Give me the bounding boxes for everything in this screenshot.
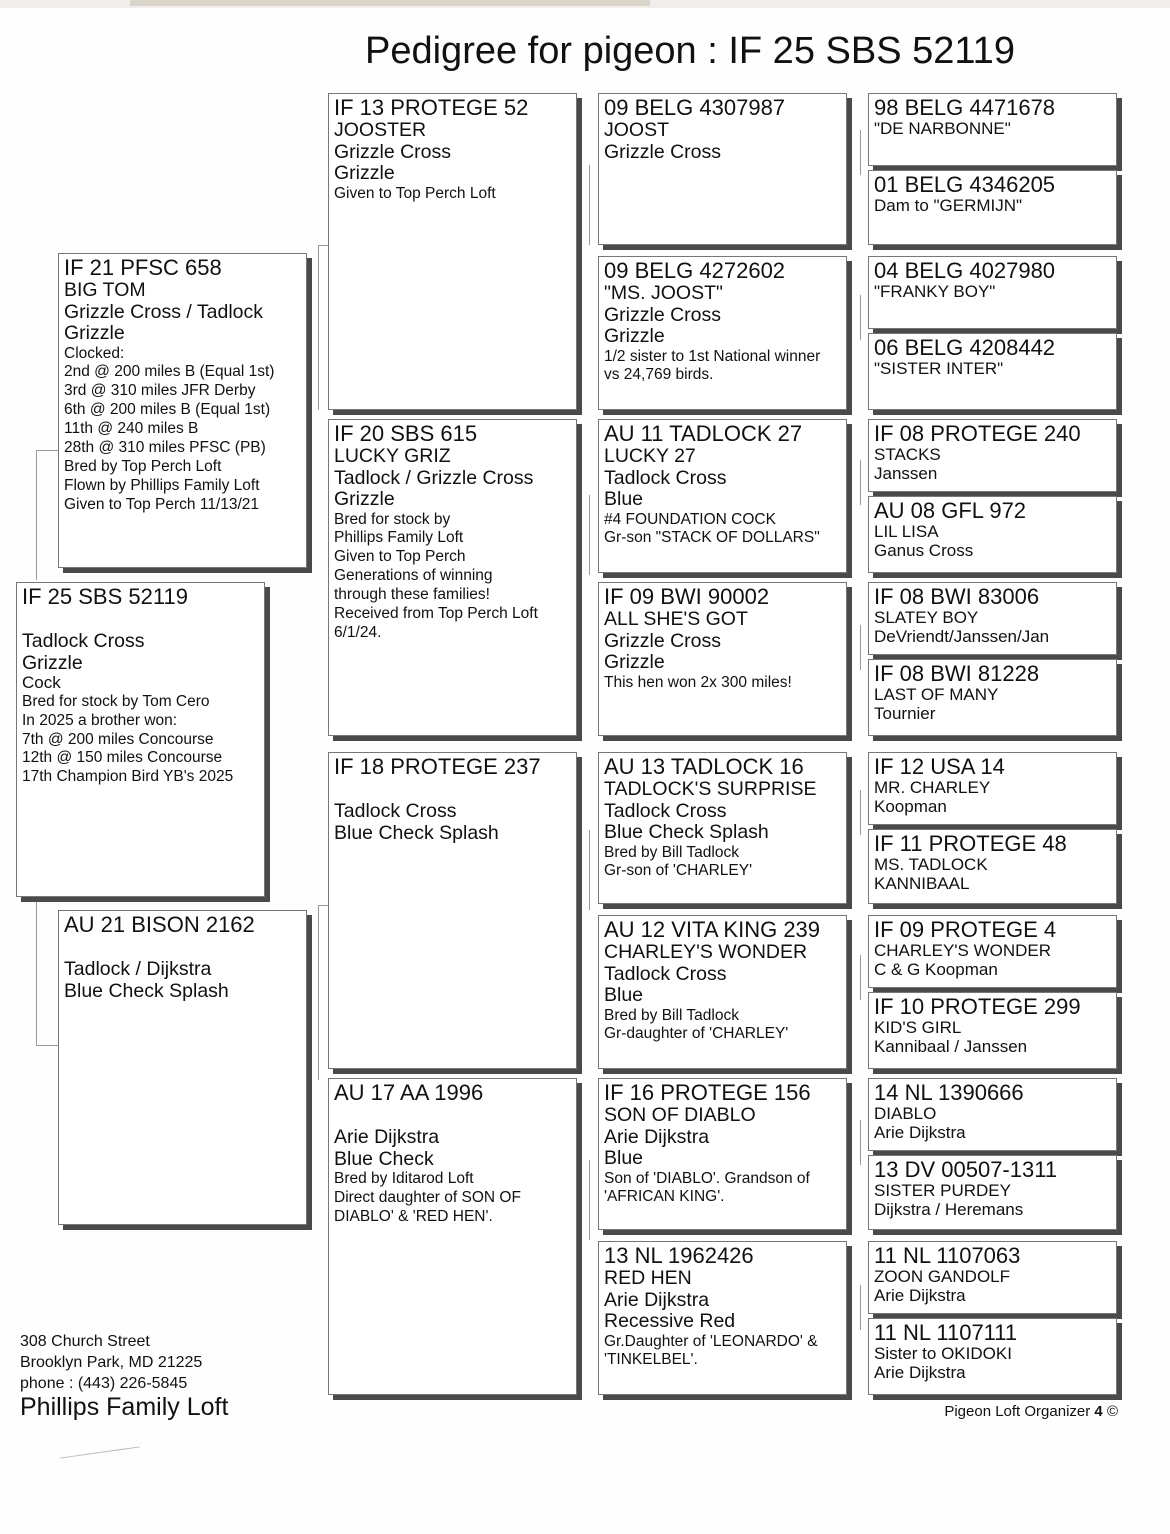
sire-band: IF 21 PFSC 658 <box>64 255 222 280</box>
line2: LIL LISA <box>874 522 939 542</box>
band: 11 NL 1107111 <box>874 1320 1018 1345</box>
band: IF 09 PROTEGE 4 <box>874 917 1057 942</box>
band: AU 11 TADLOCK 27 <box>604 421 803 446</box>
band: 13 NL 1962426 <box>604 1243 754 1268</box>
grandparent-card <box>328 1078 577 1395</box>
copyright-icon: © <box>1106 1403 1118 1420</box>
sire-color: Grizzle <box>64 322 125 345</box>
name <box>334 779 571 801</box>
notes: This hen won 2x 300 miles! <box>604 673 792 691</box>
line3: Arie Dijkstra <box>874 1362 966 1382</box>
family: Tadlock Cross <box>604 962 727 985</box>
gen4-card <box>868 992 1117 1069</box>
color: Grizzle <box>604 325 665 348</box>
gen4-card <box>868 1155 1117 1230</box>
line2: "DE NARBONNE" <box>874 119 1011 139</box>
notes: 1/2 sister to 1st National winner vs 24,769 birds. <box>604 347 821 384</box>
connector-line <box>318 245 319 410</box>
family: Tadlock Cross <box>604 466 727 489</box>
great-grandparent-card <box>598 915 847 1069</box>
family: Tadlock Cross <box>604 799 727 822</box>
page-title: Pedigree for pigeon : IF 25 SBS 52119 <box>365 30 1015 72</box>
line3: C & G Koopman <box>874 959 998 979</box>
gen4-card <box>868 915 1117 988</box>
subject-color: Grizzle <box>22 651 83 674</box>
band: 98 BELG 4471678 <box>874 95 1056 120</box>
band: AU 17 AA 1996 <box>334 1080 484 1105</box>
line3: Janssen <box>874 463 938 483</box>
notes: Son of 'DIABLO'. Grandson of 'AFRICAN KING'. <box>604 1169 810 1206</box>
family: Grizzle Cross <box>604 140 722 163</box>
name: ALL SHE'S GOT <box>604 608 748 631</box>
notes: Given to Top Perch Loft <box>334 184 496 202</box>
family: Arie Dijkstra <box>604 1125 710 1148</box>
color: Grizzle <box>334 162 395 185</box>
band: AU 08 GFL 972 <box>874 498 1027 523</box>
name: LUCKY 27 <box>604 445 696 468</box>
band: IF 18 PROTEGE 237 <box>334 754 541 779</box>
band: IF 12 USA 14 <box>874 754 1005 779</box>
line2: CHARLEY'S WONDER <box>874 941 1052 961</box>
color: Blue <box>604 488 644 511</box>
name: JOOSTER <box>334 119 427 142</box>
line2: LAST OF MANY <box>874 685 999 705</box>
connector-line <box>318 245 328 246</box>
notes: #4 FOUNDATION COCK Gr-son "STACK OF DOLLARS" <box>604 510 820 547</box>
gen4-card <box>868 1241 1117 1314</box>
line2: DIABLO <box>874 1104 937 1124</box>
connector-line <box>589 495 590 575</box>
dam-band: AU 21 BISON 2162 <box>64 912 255 937</box>
line2: ZOON GANDOLF <box>874 1267 1011 1287</box>
name: JOOST <box>604 119 670 142</box>
great-grandparent-card <box>598 1241 847 1395</box>
subject-name <box>22 609 259 631</box>
sire-notes: Clocked: 2nd @ 200 miles B (Equal 1st) 3rd @ 310 miles JFR Derby 6th @ 200 miles B (Equal 1st) 11th @ 240 miles B 28th @ 310 miles PFSC (PB) Bred by Top Perch Loft Flown by Phillips Family Loft Given to Top Perch 11/13/21 <box>64 344 275 513</box>
name: LUCKY GRIZ <box>334 445 451 468</box>
connector-line <box>860 295 861 340</box>
name: TADLOCK'S SURPRISE <box>604 778 817 801</box>
connector-line <box>860 1285 861 1330</box>
color: Blue <box>604 1147 644 1170</box>
gen4-card <box>868 93 1117 166</box>
line3: Kannibaal / Janssen <box>874 1036 1028 1056</box>
band: IF 08 BWI 81228 <box>874 661 1040 686</box>
family: Grizzle Cross <box>604 303 722 326</box>
name: SON OF DIABLO <box>604 1104 756 1127</box>
sire-card <box>58 253 307 568</box>
footer-credit <box>944 1403 1118 1420</box>
address-street: 308 Church Street <box>20 1333 150 1350</box>
sire-name: BIG TOM <box>64 279 146 302</box>
connector-line <box>36 1045 60 1046</box>
color: Grizzle <box>604 651 665 674</box>
gen4-card <box>868 170 1117 245</box>
line3: Koopman <box>874 796 947 816</box>
great-grandparent-card <box>598 582 847 736</box>
scan-artifact <box>130 0 650 6</box>
grandparent-card <box>328 419 577 736</box>
line2: KID'S GIRL <box>874 1018 962 1038</box>
grandparent-card <box>328 93 577 410</box>
connector-line <box>318 905 319 1080</box>
line2: SISTER PURDEY <box>874 1181 1011 1201</box>
family: Grizzle Cross <box>604 629 722 652</box>
notes: Bred by Bill Tadlock Gr-daughter of 'CHARLEY' <box>604 1006 789 1043</box>
connector-line <box>589 1160 590 1240</box>
loft-name: Phillips Family Loft <box>20 1393 229 1421</box>
line2: "FRANKY BOY" <box>874 282 996 302</box>
connector-line <box>860 790 861 835</box>
connector-line <box>860 1120 861 1165</box>
family: Arie Dijkstra <box>604 1288 710 1311</box>
sire-family: Grizzle Cross / Tadlock <box>64 300 264 323</box>
notes: Bred by Bill Tadlock Gr-son of 'CHARLEY' <box>604 843 753 880</box>
line2: Dam to "GERMIJN" <box>874 196 1023 216</box>
name: RED HEN <box>604 1267 692 1290</box>
color: Blue <box>604 984 644 1007</box>
gen4-card <box>868 419 1117 492</box>
gen4-card <box>868 829 1117 904</box>
dam-name <box>64 937 301 959</box>
band: IF 13 PROTEGE 52 <box>334 95 529 120</box>
color: Grizzle <box>334 488 395 511</box>
band: 14 NL 1390666 <box>874 1080 1024 1105</box>
great-grandparent-card <box>598 419 847 573</box>
connector-line <box>860 460 861 505</box>
band: IF 08 BWI 83006 <box>874 584 1040 609</box>
gen4-card <box>868 1318 1117 1395</box>
connector-line <box>860 625 861 670</box>
gen4-card <box>868 752 1117 825</box>
dam-family: Tadlock / Dijkstra <box>64 958 212 981</box>
great-grandparent-card <box>598 93 847 245</box>
band: IF 10 PROTEGE 299 <box>874 994 1081 1019</box>
band: IF 16 PROTEGE 156 <box>604 1080 811 1105</box>
connector-line <box>589 830 590 910</box>
footer-app: Pigeon Loft Organizer <box>944 1403 1091 1420</box>
family: Tadlock / Grizzle Cross <box>334 466 534 489</box>
name <box>334 1105 571 1127</box>
line2: Sister to OKIDOKI <box>874 1344 1012 1364</box>
loft-address <box>20 1331 202 1394</box>
family: Arie Dijkstra <box>334 1126 440 1149</box>
connector-line <box>36 900 37 1045</box>
line2: MR. CHARLEY <box>874 778 991 798</box>
color: Blue Check Splash <box>334 821 499 844</box>
line2: SLATEY BOY <box>874 608 979 628</box>
family: Grizzle Cross <box>334 140 452 163</box>
notes: Bred for stock by Phillips Family Loft Given to Top Perch Generations of winning through these families! Received from Top Perch Loft 6/1/24. <box>334 510 538 641</box>
band: IF 11 PROTEGE 48 <box>874 831 1067 856</box>
band: 04 BELG 4027980 <box>874 258 1056 283</box>
name: CHARLEY'S WONDER <box>604 941 808 964</box>
color: Blue Check <box>334 1147 434 1170</box>
band: AU 13 TADLOCK 16 <box>604 754 804 779</box>
connector-line <box>589 165 590 245</box>
great-grandparent-card <box>598 1078 847 1230</box>
great-grandparent-card <box>598 256 847 410</box>
connector-line <box>36 450 60 451</box>
connector-line <box>318 905 328 906</box>
color: Recessive Red <box>604 1310 736 1333</box>
family: Tadlock Cross <box>334 800 457 823</box>
gen4-card <box>868 256 1117 329</box>
subject-notes: Bred for stock by Tom Cero In 2025 a brother won: 7th @ 200 miles Concourse 12th @ 150 miles Concourse 17th Champion Bird YB's 2025 <box>22 692 234 786</box>
gen4-card <box>868 496 1117 573</box>
band: 11 NL 1107063 <box>874 1243 1021 1268</box>
pen-mark <box>60 1446 139 1458</box>
line3: Ganus Cross <box>874 540 974 560</box>
address-city: Brooklyn Park, MD 21225 <box>20 1354 203 1371</box>
band: 09 BELG 4307987 <box>604 95 786 120</box>
connector-line <box>860 130 861 175</box>
dam-color: Blue Check Splash <box>64 979 229 1002</box>
band: IF 09 BWI 90002 <box>604 584 770 609</box>
great-grandparent-card <box>598 752 847 904</box>
line2: "SISTER INTER" <box>874 359 1004 379</box>
gen4-card <box>868 659 1117 736</box>
subject-card <box>16 582 265 897</box>
notes: Bred by Iditarod Loft Direct daughter of SON OF DIABLO' & 'RED HEN'. <box>334 1170 521 1225</box>
color: Blue Check Splash <box>604 821 769 844</box>
footer-version: 4 <box>1094 1403 1103 1420</box>
band: IF 20 SBS 615 <box>334 421 478 446</box>
band: 01 BELG 4346205 <box>874 172 1056 197</box>
dam-card <box>58 910 307 1225</box>
connector-line <box>36 450 37 580</box>
gen4-card <box>868 333 1117 410</box>
line3: Tournier <box>874 703 936 723</box>
band: AU 12 VITA KING 239 <box>604 917 821 942</box>
line3: KANNIBAAL <box>874 873 970 893</box>
line3: Arie Dijkstra <box>874 1285 966 1305</box>
connector-line <box>860 955 861 1000</box>
name: "MS. JOOST" <box>604 282 723 305</box>
band: 06 BELG 4208442 <box>874 335 1056 360</box>
band: 13 DV 00507-1311 <box>874 1157 1058 1182</box>
subject-band: IF 25 SBS 52119 <box>22 584 188 609</box>
line3: Dijkstra / Heremans <box>874 1199 1024 1219</box>
band: 09 BELG 4272602 <box>604 258 786 283</box>
subject-sex: Cock <box>22 673 61 693</box>
line2: MS. TADLOCK <box>874 855 988 875</box>
gen4-card <box>868 582 1117 655</box>
address-phone: phone : (443) 226-5845 <box>20 1375 188 1392</box>
line3: Arie Dijkstra <box>874 1122 966 1142</box>
subject-family: Tadlock Cross <box>22 630 145 653</box>
grandparent-card <box>328 752 577 1069</box>
band: IF 08 PROTEGE 240 <box>874 421 1081 446</box>
line2: STACKS <box>874 445 941 465</box>
notes: Gr.Daughter of 'LEONARDO' & 'TINKELBEL'. <box>604 1332 818 1369</box>
line3: DeVriendt/Janssen/Jan <box>874 626 1050 646</box>
gen4-card <box>868 1078 1117 1151</box>
